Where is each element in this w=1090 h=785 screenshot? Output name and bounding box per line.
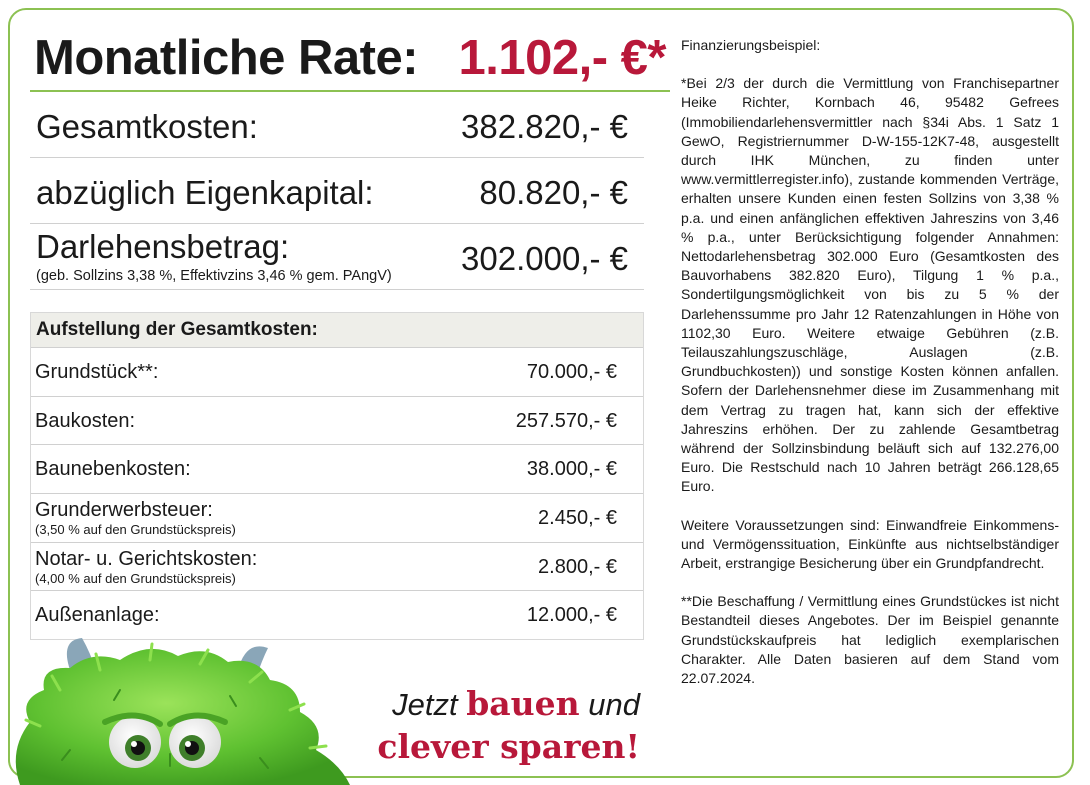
legal-paragraph: *Bei 2/3 der durch die Vermittlung von Franchisepartner Heike Richter, Kornbach 46, 95482 Gefrees (Immobiliendarlehensvermittler nach §34i Abs. 1 Satz 1 GewO, Registriernummer D-W-155-12K7-48, ausgestellt durch IHK München, zu finden unter www.vermittlerregister.info), zustande kommenden Verträge, erhalten unsere Kunden einen festen Sollzins von 3,38 % p.a. und einen anfänglichen effektiven Jahreszins von 3,46 % p.a., unter Berücksichtigung folgender Annahmen: Nettodarlehensbetrag 302.000 Euro (Gesamtkosten des Bauvorhabens 382.820 Euro), Tilgung 1 % p.a., Sondertilgungsmöglichkeit von bis zu 5 % der Darlehenssumme pro Jahr 12 Ratenzahlungen in Höhe von 1102,30 Euro. Weitere etwaige Gebühren (z.B. Teilauszahlungszuschläge, Auslagen (z.B. Grundbuchkosten)) und sonstige Kosten können anfallen. Sofern der Darlehensnehmer diese im Zusammenhang mit dem Vertrag zu tragen hat, kann sich der effektive Jahreszins erhöhen. Der zu zahlende Gesamtbetrag während der Sollzinsbindung beläuft sich auf 132.276,00 Euro. Die Restschuld nach 10 Jahren beträgt 266.128,65 Euro. bbox=[681, 75, 1059, 495]
cost-label: Außenanlage: bbox=[35, 604, 160, 627]
financing-summary bbox=[30, 92, 644, 290]
green-fluffy-monster-mascot-icon bbox=[0, 630, 380, 785]
cost-value: 2.450,- € bbox=[538, 507, 617, 530]
slogan-line-2: clever sparen! bbox=[377, 727, 640, 766]
table-row bbox=[31, 347, 643, 396]
financing-example-text bbox=[681, 36, 1059, 707]
cost-value: 12.000,- € bbox=[526, 604, 617, 627]
summary-row-equity bbox=[30, 158, 644, 224]
cost-value: 257.570,- € bbox=[515, 409, 617, 432]
monthly-rate-label: Monatliche Rate: bbox=[34, 31, 419, 85]
cost-label: Baunebenkosten: bbox=[35, 458, 191, 481]
slogan-line-1 bbox=[370, 684, 640, 725]
financing-example-title: Finanzierungsbeispiel: bbox=[681, 37, 821, 53]
cost-label: Grunderwerbsteuer: bbox=[35, 499, 213, 522]
loan-value: 302.000,- € bbox=[461, 240, 628, 277]
equity-label: abzüglich Eigenkapital: bbox=[36, 174, 374, 211]
legal-paragraph: Weitere Voraussetzungen sind: Einwandfreie Einkommens- und Vermögenssituation, Einkünfte aus nichtselbständiger Arbeit, erstrangige Besicherung über ein Grundpfandrecht. bbox=[681, 516, 1059, 572]
cost-breakdown-heading: Aufstellung der Gesamtkosten: bbox=[31, 313, 643, 347]
cost-label: Grundstück**: bbox=[35, 361, 159, 383]
slogan-word: Jetzt bbox=[392, 687, 458, 722]
summary-row-loan bbox=[30, 224, 644, 290]
table-row bbox=[31, 396, 643, 445]
equity-value: 80.820,- € bbox=[479, 174, 628, 211]
slogan-word: und bbox=[588, 687, 640, 722]
table-row bbox=[31, 542, 643, 591]
cost-value: 2.800,- € bbox=[538, 555, 617, 578]
cost-breakdown-table bbox=[30, 312, 644, 640]
monthly-rate-value: 1.102,- €* bbox=[458, 31, 666, 85]
table-row bbox=[31, 493, 643, 542]
total-cost-value: 382.820,- € bbox=[461, 108, 628, 145]
cost-note: (3,50 % auf den Grundstückspreis) bbox=[35, 522, 236, 538]
summary-row-total bbox=[30, 92, 644, 158]
loan-interest-note: (geb. Sollzins 3,38 %, Effektivzins 3,46 % gem. PAngV) bbox=[36, 268, 392, 284]
legal-paragraph: **Die Beschaffung / Vermittlung eines Grundstückes ist nicht Bestandteil dieses Angebotes. Der im Beispiel genannte Grundstückskaufpreis hat lediglich exemplarischen Charakter. Alle Daten basieren auf dem Stand vom 22.07.2024. bbox=[681, 593, 1059, 687]
slogan bbox=[370, 684, 640, 769]
cost-label: Baukosten: bbox=[35, 409, 136, 432]
total-cost-label: Gesamtkosten: bbox=[36, 108, 258, 145]
cost-value: 38.000,- € bbox=[526, 458, 617, 481]
loan-label: Darlehensbetrag: bbox=[36, 228, 290, 265]
cost-value: 70.000,- € bbox=[526, 361, 617, 383]
slogan-word: bauen bbox=[466, 684, 580, 723]
monthly-rate-headline bbox=[34, 30, 666, 90]
cost-label: Notar- u. Gerichtskosten: bbox=[35, 547, 258, 570]
cost-note: (4,00 % auf den Grundstückspreis) bbox=[35, 570, 236, 586]
table-row bbox=[31, 444, 643, 493]
